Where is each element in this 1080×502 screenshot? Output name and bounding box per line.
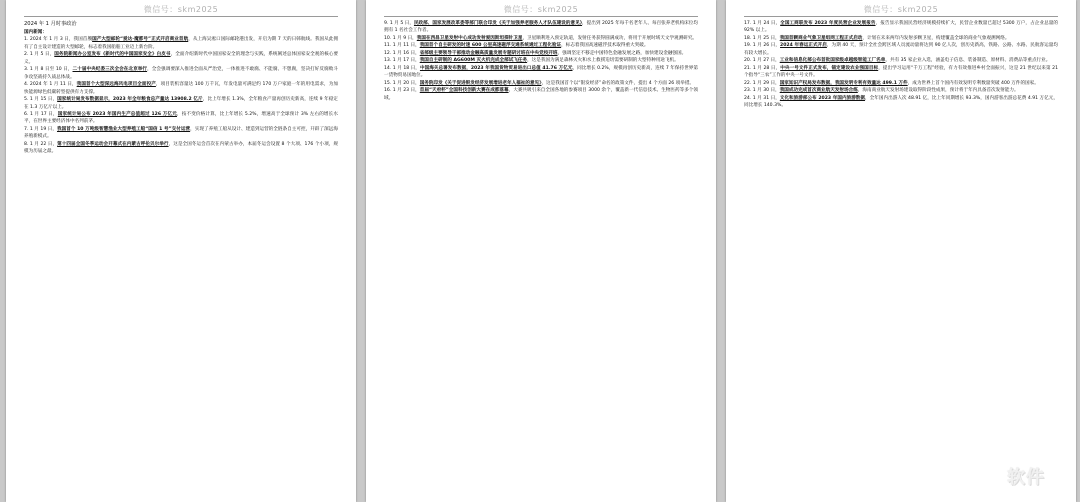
news-paragraph xyxy=(24,96,338,111)
news-paragraph xyxy=(744,87,1058,94)
paragraph-lead: 18. 1 月 25 日， xyxy=(744,35,780,41)
paragraph-tail: ，按不变价格计算，比上年增长 5.2%，增速高于全球预计 3% 左右的增长水平，在世界主要经济体中名列前茅。 xyxy=(24,111,338,125)
paragraph-lead: 10. 1 月 9 日， xyxy=(384,35,417,41)
paragraph-highlight: 国家知识产权局发布数据，我国发明专利有效量达 499.1 万件 xyxy=(779,80,908,86)
header-watermark: 微信号：skm2025 xyxy=(143,5,219,14)
news-paragraph xyxy=(24,66,338,81)
paragraph-lead: 7. 1 月 19 日， xyxy=(24,126,57,132)
paragraph-highlight: 省部级主要领导干部推动金融高质量发展专题研讨班在中央党校开班 xyxy=(419,50,558,56)
news-paragraph xyxy=(24,36,338,51)
paragraph-tail: ，全面介绍新时代中国国家安全的理念与实践，系统阐述总体国家安全观的核心要义。 xyxy=(24,52,338,65)
paragraph-tail: ，从上海吴淞口国际邮轮港出发，开启为期 7 天的日韩航线。我国从此拥有了自主设计建造的大型邮轮，标志着我国船舶工业迈上新台阶。 xyxy=(24,37,338,50)
paragraph-tail: ，标志着我国高速磁浮技术取得重大突破。 xyxy=(561,43,649,49)
paragraph-lead: 12. 1 月 16 日， xyxy=(384,50,420,56)
paragraph-highlight: 民政部、国家发展改革委等部门联合印发《关于加强养老服务人才队伍建设的意见》 xyxy=(413,21,583,26)
news-paragraph xyxy=(384,42,698,49)
paragraph-tail: ，计划在未来两年内发射多颗卫星，构建覆盖全球的商业气象观测网络。 xyxy=(862,35,1010,41)
paragraph-highlight: 国产大型邮轮“爱达·魔都号”正式开启商业首航 xyxy=(92,37,189,43)
paragraph-lead: 15. 1 月 20 日， xyxy=(384,80,420,86)
news-paragraph xyxy=(24,81,338,96)
paragraph-highlight: 我国首个大型深远海风电项目全面投产 xyxy=(76,82,156,88)
paragraph-tail: ，成为世界上首个国内有效发明专利数量突破 400 万件的国家。 xyxy=(907,80,1039,86)
header-rule xyxy=(384,16,698,17)
paragraph-tail: ，提出到 2025 年每千名老年人、每百张养老机构床位均拥有 1 名社会工作者。 xyxy=(384,21,698,34)
paragraph-lead: 1. 2024 年 1 月 3 日，我国首艘 xyxy=(24,37,93,43)
news-paragraph xyxy=(744,57,1058,64)
news-paragraph xyxy=(384,20,698,35)
news-paragraph xyxy=(384,50,698,57)
header-watermark: 微信号：skm2025 xyxy=(863,5,939,14)
paragraph-highlight: 国家统计局发布数据显示，2023 年全年粮食总产量达 13908.2 亿斤 xyxy=(57,97,203,103)
paragraph-tail: ，这是我国首个以“银发经济”命名的政策文件，提出 4 个方面 26 项举措。 xyxy=(541,80,695,86)
news-paragraph xyxy=(744,95,1058,110)
corner-watermark-logo xyxy=(978,456,1074,496)
paragraph-lead: 3. 1 月 8 日至 10 日， xyxy=(24,67,73,73)
paragraph-lead: 8. 1 月 22 日， xyxy=(24,141,58,147)
news-paragraph xyxy=(744,42,1058,57)
paragraph-highlight: 我国首个自主研发的时速 600 公里高速磁浮交通系统通过工程化验证 xyxy=(419,43,562,49)
document-page-2 xyxy=(366,0,716,502)
news-paragraph xyxy=(744,65,1058,80)
paragraph-tail: ，卫星顺利进入预定轨道，发射任务获得圆满成功，将用于开展时域天文学观测研究。 xyxy=(522,35,698,41)
news-paragraph xyxy=(24,141,338,156)
paragraph-lead: 22. 1 月 29 日， xyxy=(744,80,780,86)
paragraph-tail: ，这是全国冬运会首次在内蒙古举办，本届冬运会设置 8 个大项、176 个小项，规模为历届之最。 xyxy=(24,141,338,155)
paragraph-tail: ，全会强调要深入推进全面从严治党，一体推进不敢腐、不能腐、不想腐，坚决打好反腐败斗争攻坚战持久战总体战。 xyxy=(24,67,338,80)
paragraph-tail: ，海南商业航天发射场建设取得阶段性成果，预计将于年内具备首次发射能力。 xyxy=(857,88,1019,94)
news-paragraph xyxy=(384,80,698,87)
news-paragraph xyxy=(24,126,338,141)
paragraph-lead: 4. 2024 年 1 月 11 日， xyxy=(24,82,77,88)
news-paragraph xyxy=(744,35,1058,42)
paragraph-highlight: 国务院印发《关于促进银发经济发展增进老年人福祉的意见》 xyxy=(419,80,542,86)
paragraph-lead: 23. 1 月 30 日， xyxy=(744,88,780,94)
paragraph-highlight: 我国成功完成首次商业航天发射场合练 xyxy=(779,88,858,94)
paragraph-lead: 16. 1 月 23 日， xyxy=(384,88,420,94)
paragraph-lead: 17. 1 月 24 日， xyxy=(744,21,781,26)
paragraph-highlight: 工业和信息化部公布首批国家级卓越级智能工厂名单 xyxy=(779,58,886,64)
paragraph-lead: 11. 1 月 11 日， xyxy=(384,43,420,49)
paragraph-highlight: 文化和旅游部公布 2023 年国内旅游数据 xyxy=(779,95,866,101)
paragraph-tail: ，报告显示我国民营经济规模持续扩大，民营企业数量已超过 5300 万户，占企业总量的 92% 以上。 xyxy=(744,21,1058,34)
paragraph-tail: ，提出学习运用“千万工程”经验，有力有效推进乡村全面振兴，这是 21 世纪以来第 21 个指导“三农”工作的中央一号文件。 xyxy=(744,65,1058,79)
paragraph-highlight: 我国自主研制的 AG600M 灭火机完成全部试飞任务 xyxy=(419,58,528,64)
paragraph-lead: 9. 1 月 5 日， xyxy=(384,21,414,26)
news-paragraph xyxy=(384,57,698,64)
paragraph-lead: 21. 1 月 28 日， xyxy=(744,65,781,71)
paragraph-highlight: 国务院新闻办公室发布《新时代的中国国家安全》白皮书 xyxy=(54,52,171,58)
paragraph-lead: 20. 1 月 27 日， xyxy=(744,58,780,64)
paragraph-lead: 5. 1 月 15 日， xyxy=(24,97,58,103)
paragraph-tail: ，比上年增长 1.3%，全年粮食产量再创历史新高，连续 9 年稳定在 1.3 万亿斤以上。 xyxy=(24,97,338,110)
paragraph-highlight: 国家统计局公布 2023 年国内生产总值超过 126 万亿元 xyxy=(57,111,177,117)
paragraph-lead: 24. 1 月 31 日， xyxy=(744,95,780,101)
paragraph-highlight: 我国首颗商业气象卫星组网工程正式启动 xyxy=(779,35,863,41)
paragraph-lead: 19. 1 月 26 日， xyxy=(744,43,781,49)
news-paragraph xyxy=(744,20,1058,35)
news-paragraph xyxy=(384,65,698,80)
paragraph-lead: 6. 1 月 17 日， xyxy=(24,111,58,117)
news-paragraph xyxy=(24,51,338,66)
paragraph-lead: 13. 1 月 17 日， xyxy=(384,58,420,64)
paragraph-list xyxy=(384,20,698,102)
paragraph-highlight: 二十届中央纪委三次全会在北京举行 xyxy=(72,67,148,73)
paragraph-highlight: 第十四届全国冬季运动会开幕式在内蒙古呼伦贝尔举行 xyxy=(57,141,169,147)
header-rule xyxy=(744,16,1058,17)
paragraph-list xyxy=(24,36,338,155)
paragraph-highlight: 首届“天府杯”全国科技创新大赛在成都落幕 xyxy=(419,88,509,94)
paragraph-tail: ，强调坚定不移走中国特色金融发展之路，加快建设金融强国。 xyxy=(557,50,687,56)
news-paragraph xyxy=(384,87,698,102)
paragraph-highlight: 2024 年春运正式开启 xyxy=(780,43,827,49)
paragraph-tail: ，大赛共吸引来自全国各地的参赛项目 3000 余个，覆盖新一代信息技术、生物医药等多个领域。 xyxy=(384,88,698,101)
news-paragraph xyxy=(384,35,698,42)
header-rule xyxy=(24,16,338,17)
page-content xyxy=(24,20,338,498)
paragraph-highlight: 中央一号文件正式发布，锚定建设农业强国目标 xyxy=(780,65,879,71)
paragraph-list xyxy=(744,20,1058,109)
news-paragraph xyxy=(744,80,1058,87)
paragraph-tail: ，共有 35 家企业入选，涵盖电子信息、装备制造、原材料、消费品等重点行业。 xyxy=(885,58,1051,64)
page-content xyxy=(384,20,698,498)
watermark-text: 软件 xyxy=(1007,467,1045,488)
document-page-3 xyxy=(726,0,1076,502)
paragraph-highlight: 我国在西昌卫星发射中心成功发射爱因斯坦探针卫星 xyxy=(416,35,523,41)
paragraph-tail: ，同比增长 0.2%，规模再创历史新高，连续 7 年保持世界第一货物贸易国地位。 xyxy=(384,65,698,79)
news-paragraph xyxy=(24,111,338,126)
document-title: 2024 年 1 月时事政治 xyxy=(24,21,77,27)
paragraph-tail: ，项目装机容量达 100 万千瓦，年发电量可满足约 170 万户家庭一年的用电需求，为加快能源绿色低碳转型提供有力支撑。 xyxy=(24,82,338,95)
header-watermark: 微信号：skm2025 xyxy=(503,5,579,14)
paragraph-lead: 14. 1 月 18 日， xyxy=(384,65,420,71)
paragraph-highlight: 我国首个 10 万吨级智慧渔业大型养殖工船“国信 1 号”交付运营 xyxy=(56,126,191,132)
section-label: 国内新闻： xyxy=(24,30,47,35)
paragraph-lead: 2. 1 月 5 日， xyxy=(24,52,55,58)
paragraph-highlight: 中国海关总署发布数据，2023 年我国货物贸易进出口总值 41.76 万亿元 xyxy=(419,65,573,71)
paragraph-highlight: 全国工商联发布 2023 年度民营企业发展报告 xyxy=(780,21,876,26)
document-page-1 xyxy=(6,0,356,502)
paragraph-tail: ，这是我国为满足森林灭火和水上救援迫切需要研制的大型特种用途飞机。 xyxy=(527,58,679,64)
paragraph-tail: ，实现了养殖工船从设计、建造到运营的全链条自主可控，开辟了深远海养殖新模式。 xyxy=(24,126,338,140)
paragraph-tail: ，为期 40 天，预计全社会跨区域人员流动量将达到 90 亿人次，创历史新高，铁路、公路、水路、民航客运量均有较大增长。 xyxy=(744,43,1058,56)
paragraph-tail: ，全年国内出游人次 48.91 亿，比上年同期增长 93.3%，国内游客出游总花费 4.91 万亿元，同比增长 140.3%。 xyxy=(744,95,1058,108)
page-content xyxy=(744,20,1058,498)
